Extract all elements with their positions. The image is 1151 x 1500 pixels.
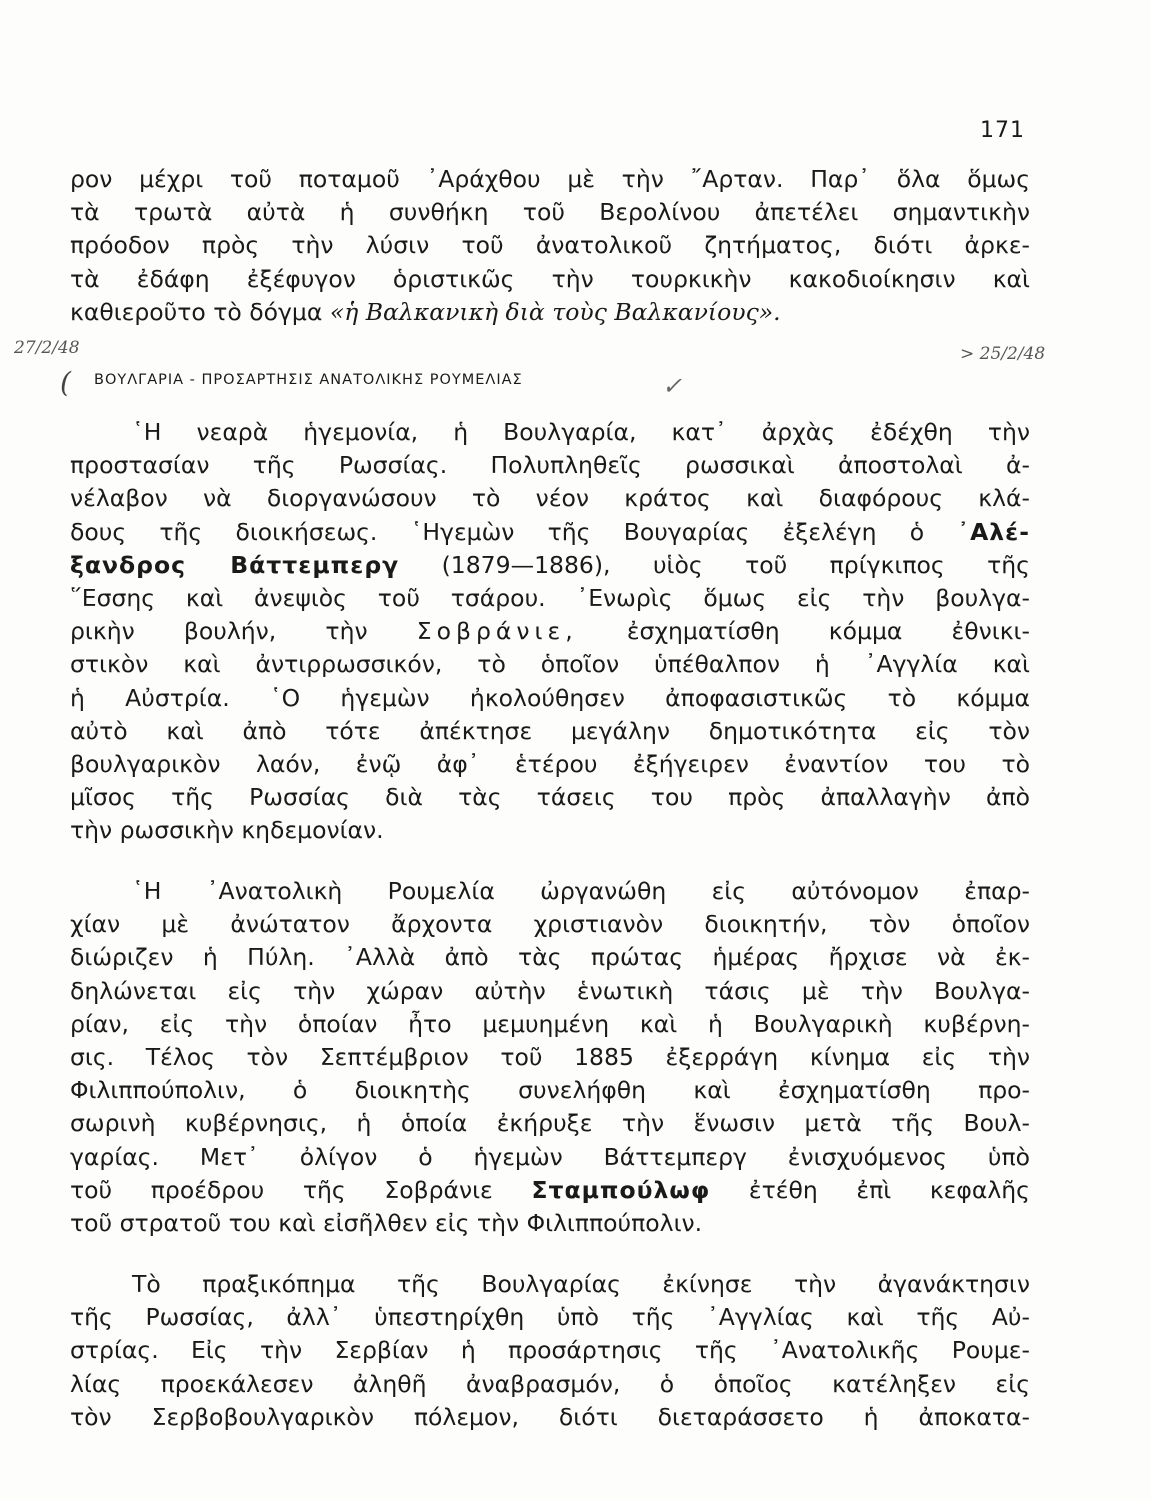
text-span: ἐτέθη ἐπὶ κεφαλῆς (748, 1175, 1030, 1204)
text-line: πρόοδον πρὸς τὴν λύσιν τοῦ ἀνατολικοῦ ζητήματος, διότι ἀρκε- (70, 231, 1030, 260)
handwritten-date-right: > 25/2/48 (960, 344, 1046, 364)
text-line: Φιλιππούπολιν, ὁ διοικητὴς συνελήφθη καὶ ἐσχηματίσθη προ- (70, 1076, 1030, 1105)
text-line: ρίαν, εἰς τὴν ὁποίαν ἦτο μεμυημένη καὶ ἡ Βουλγαρικὴ κυβέρνη- (70, 1009, 1030, 1038)
paragraph-coup (70, 1268, 1030, 1434)
text-line: ρον μέχρι τοῦ ποταμοῦ ᾿Αράχθου μὲ τὴν ῎Αρταν. Παρ᾿ ὅλα ὅμως (70, 165, 1030, 193)
handwritten-date-left: 27/2/48 (14, 338, 80, 358)
paragraph-eastern-rumelia (70, 875, 1030, 1240)
text-span: καθιεροῦτο τὸ δόγμα (70, 297, 323, 326)
text-line: στικὸν καὶ ἀντιρρωσσικόν, τὸ ὁποῖον ὑπέθαλπον ἡ ᾿Αγγλία καὶ (70, 650, 1030, 679)
text-span: δους τῆς διοικήσεως. ῾Ηγεμὼν τῆς Βουγαρίας ἐξελέγη ὁ (70, 517, 925, 546)
text-line (70, 1174, 1030, 1207)
text-line (70, 516, 1030, 549)
text-line: ῾Η ᾿Ανατολικὴ Ρουμελία ὠργανώθη εἰς αὐτόνομον ἐπαρ- (132, 877, 1030, 905)
text-line: βουλγαρικὸν λαόν, ἐνῷ ἀφ᾿ ἑτέρου ἐξήγειρεν ἐναντίον του τὸ (70, 750, 1030, 779)
text-line (70, 615, 1030, 648)
text-line: διώριζεν ἡ Πύλη. ᾿Αλλὰ ἀπὸ τὰς πρώτας ἡμέρας ἤρχισε νὰ ἐκ- (70, 943, 1030, 972)
paragraph-bulgaria (70, 416, 1030, 848)
text-span: ἐσχηματίσθη κόμμα ἐθνικι- (626, 617, 1030, 646)
text-line: προστασίαν τῆς Ρωσσίας. Πολυπληθεῖς ρωσσικαὶ ἀποστολαὶ ἀ- (70, 451, 1030, 480)
text-line: σωρινὴ κυβέρνησις, ἡ ὁποία ἐκήρυξε τὴν ἕνωσιν μετὰ τῆς Βουλ- (70, 1109, 1030, 1138)
text-span: (1879—1886), υἱὸς τοῦ πρίγκιπος τῆς (441, 550, 1030, 579)
text-line: λίας προεκάλεσεν ἀληθῆ ἀναβρασμόν, ὁ ὁποῖος κατέληξεν εἰς (70, 1369, 1030, 1398)
quoted-motto: «ἡ Βαλκανικὴ διὰ τοὺς Βαλκανίους». (329, 297, 781, 326)
bold-name: ξανδρος Βάττεμπεργ (70, 550, 400, 579)
check-mark: ✓ (662, 372, 683, 400)
text-line: μῖσος τῆς Ρωσσίας διὰ τὰς τάσεις του πρὸς ἀπαλλαγὴν ἀπὸ (70, 783, 1030, 812)
text-line: ῞Εσσης καὶ ἀνεψιὸς τοῦ τσάρου. ᾿Ενωρὶς ὅμως εἰς τὴν βουλγα- (70, 584, 1030, 613)
text-line: τὰ ἐδάφη ἐξέφυγον ὁριστικῶς τὴν τουρκικὴν κακοδιοίκησιν καὶ (70, 264, 1030, 293)
paragraph-continuation (70, 163, 1030, 329)
text-span: ρικὴν βουλήν, τὴν (70, 617, 368, 646)
text-line (70, 296, 1030, 329)
text-line: νέλαβον νὰ διοργανώσουν τὸ νέον κράτος καὶ διαφόρους κλά- (70, 484, 1030, 513)
margin-bracket: ( (60, 366, 71, 399)
page-number: 171 (980, 118, 1025, 143)
text-line: στρίας. Εἰς τὴν Σερβίαν ἡ προσάρτησις τῆς ᾿Ανατολικῆς Ρουμε- (70, 1336, 1030, 1365)
text-line: σις. Τέλος τὸν Σεπτέμβριον τοῦ 1885 ἐξερράγη κίνημα εἰς τὴν (70, 1043, 1030, 1072)
text-line: τῆς Ρωσσίας, ἀλλ᾿ ὑπεστηρίχθη ὑπὸ τῆς ᾿Αγγλίας καὶ τῆς Αὐ- (70, 1303, 1030, 1332)
text-line: Τὸ πραξικόπημα τῆς Βουλγαρίας ἐκίνησε τὴν ἀγανάκτησιν (132, 1270, 1030, 1298)
text-line: χίαν μὲ ἀνώτατον ἄρχοντα χριστιανὸν διοικητήν, τὸν ὁποῖον (70, 910, 1030, 939)
text-line: δηλώνεται εἰς τὴν χώραν αὐτὴν ἑνωτικὴ τάσις μὲ τὴν Βουλγα- (70, 976, 1030, 1005)
text-line: ῾Η νεαρὰ ἡγεμονία, ἡ Βουλγαρία, κατ᾿ ἀρχὰς ἐδέχθη τὴν (132, 418, 1030, 446)
spaced-term: Σοβράνιε, (416, 617, 578, 646)
text-line: ἡ Αὐστρία. ῾Ο ἡγεμὼν ἠκολούθησεν ἀποφασιστικῶς τὸ κόμμα (70, 683, 1030, 712)
text-line: τὸν Σερβοβουλγαρικὸν πόλεμον, διότι διεταράσσετο ἡ ἀποκατα- (70, 1402, 1030, 1431)
text-span: τοῦ προέδρου τῆς Σοβράνιε (70, 1175, 493, 1204)
text-line: τοῦ στρατοῦ του καὶ εἰσῆλθεν εἰς τὴν Φιλιππούπολιν. (70, 1209, 703, 1238)
bold-name: Σταμπούλωφ (531, 1175, 711, 1204)
text-line: τὰ τρωτὰ αὐτὰ ἡ συνθήκη τοῦ Βερολίνου ἀπετέλει σημαντικὴν (70, 198, 1030, 227)
text-line: γαρίας. Μετ᾿ ὀλίγον ὁ ἡγεμὼν Βάττεμπεργ ἐνισχυόμενος ὑπὸ (70, 1142, 1030, 1171)
text-line: αὐτὸ καὶ ἀπὸ τότε ἀπέκτησε μεγάλην δημοτικότητα εἰς τὸν (70, 716, 1030, 745)
text-line (70, 549, 1030, 582)
text-line: τὴν ρωσσικὴν κηδεμονίαν. (70, 816, 384, 845)
section-heading: ΒΟΥΛΓΑΡΙΑ - ΠΡΟΣΑΡΤΗΣΙΣ ΑΝΑΤΟΛΙΚΗΣ ΡΟΥΜΕΛΙΑΣ (94, 372, 523, 388)
bold-name: ᾿Αλέ- (957, 517, 1030, 546)
